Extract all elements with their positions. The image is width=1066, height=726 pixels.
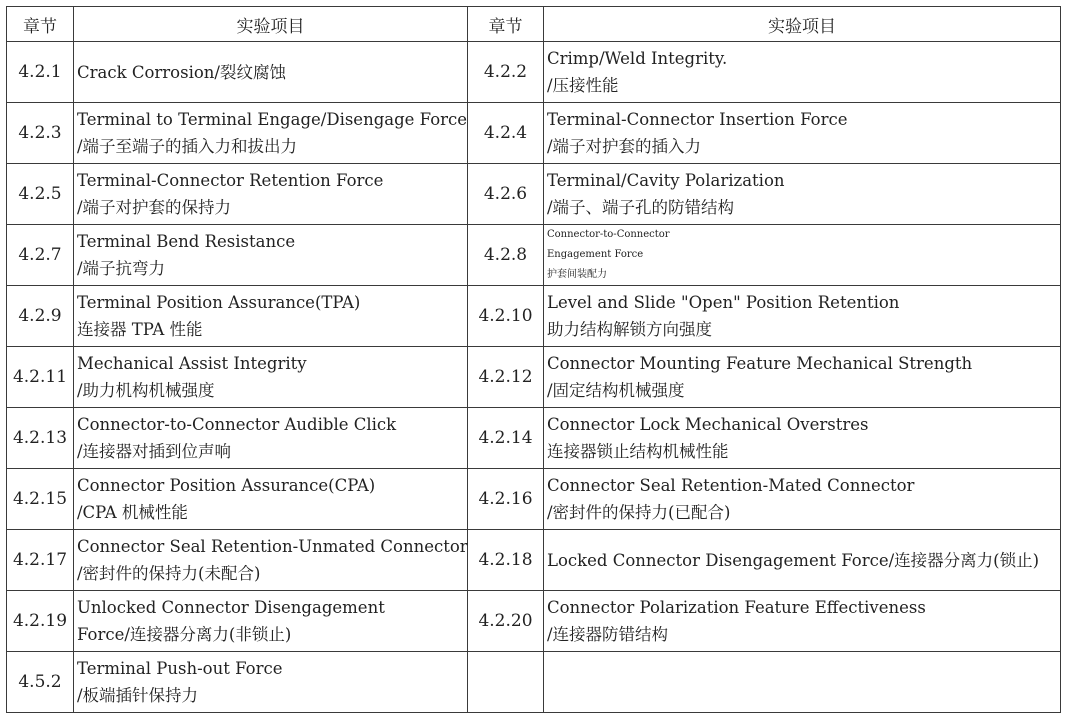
item-english-line-2: Engagement Force	[547, 249, 644, 260]
section-number: 4.2.7	[7, 225, 74, 286]
section-number: 4.2.8	[468, 225, 544, 286]
section-number: 4.2.15	[7, 469, 74, 530]
section-number: 4.5.2	[7, 652, 74, 713]
item-english: Connector Seal Retention-Unmated Connector	[77, 537, 468, 556]
test-item	[74, 103, 468, 164]
table-row	[7, 42, 1061, 103]
section-number: 4.2.12	[468, 347, 544, 408]
item-chinese: Force/连接器分离力(非锁止)	[77, 625, 292, 644]
test-item	[74, 42, 468, 103]
empty-section-cell	[468, 652, 544, 713]
header-section: 章节	[7, 7, 74, 42]
test-item	[544, 530, 1061, 591]
test-item	[544, 42, 1061, 103]
header-item-2: 实验项目	[544, 7, 1061, 42]
item-chinese: /压接性能	[547, 76, 619, 95]
empty-item-cell	[544, 652, 1061, 713]
table-row	[7, 286, 1061, 347]
item-chinese: /端子对护套的插入力	[547, 137, 702, 156]
section-number: 4.2.20	[468, 591, 544, 652]
table-row	[7, 347, 1061, 408]
item-english: Level and Slide "Open" Position Retention	[547, 293, 900, 312]
item-chinese: /连接器防错结构	[547, 625, 669, 644]
item-english: Unlocked Connector Disengagement	[77, 598, 385, 617]
test-item	[74, 530, 468, 591]
section-number: 4.2.11	[7, 347, 74, 408]
item-chinese: /端子对护套的保持力	[77, 198, 232, 217]
item-chinese: /端子抗弯力	[77, 259, 166, 278]
table-row	[7, 591, 1061, 652]
item-english: Crack Corrosion/裂纹腐蚀	[77, 62, 286, 82]
item-chinese: /密封件的保持力(已配合)	[547, 503, 731, 522]
section-number: 4.2.4	[468, 103, 544, 164]
item-english: Connector-to-Connector	[547, 229, 670, 240]
test-item	[74, 408, 468, 469]
item-chinese: /CPA 机械性能	[77, 503, 188, 522]
item-chinese: /固定结构机械强度	[547, 381, 685, 400]
item-english: Terminal Bend Resistance	[77, 232, 296, 251]
item-chinese: 助力结构解锁方向强度	[547, 320, 712, 339]
test-item	[544, 591, 1061, 652]
item-chinese: 连接器 TPA 性能	[77, 320, 203, 339]
table-row	[7, 103, 1061, 164]
test-item	[74, 286, 468, 347]
test-item	[74, 347, 468, 408]
header-section-2: 章节	[468, 7, 544, 42]
section-number: 4.2.16	[468, 469, 544, 530]
section-number: 4.2.9	[7, 286, 74, 347]
test-item	[74, 164, 468, 225]
item-english: Connector Position Assurance(CPA)	[77, 476, 376, 495]
item-chinese: /密封件的保持力(未配合)	[77, 564, 261, 583]
table-row	[7, 530, 1061, 591]
test-items-table	[6, 6, 1061, 713]
item-chinese: /端子、端子孔的防错结构	[547, 198, 735, 217]
item-english: Terminal to Terminal Engage/Disengage Force	[77, 110, 468, 129]
test-item	[544, 164, 1061, 225]
item-chinese: /端子至端子的插入力和拔出力	[77, 137, 298, 156]
test-item	[544, 286, 1061, 347]
item-chinese: 护套间装配力	[547, 269, 607, 280]
table-row	[7, 652, 1061, 713]
item-english: Connector Seal Retention-Mated Connector	[547, 476, 915, 495]
table-row	[7, 408, 1061, 469]
test-item	[74, 469, 468, 530]
test-item	[544, 347, 1061, 408]
test-item	[544, 103, 1061, 164]
test-item	[74, 225, 468, 286]
header-item: 实验项目	[74, 7, 468, 42]
test-item	[74, 591, 468, 652]
table-row	[7, 469, 1061, 530]
header-row	[7, 7, 1061, 42]
section-number: 4.2.19	[7, 591, 74, 652]
item-chinese: 连接器锁止结构机械性能	[547, 442, 729, 461]
item-english: Terminal/Cavity Polarization	[547, 171, 785, 190]
section-number: 4.2.13	[7, 408, 74, 469]
item-english: Connector Polarization Feature Effectiveness	[547, 598, 926, 617]
item-chinese: /助力机构机械强度	[77, 381, 215, 400]
item-english: Terminal-Connector Insertion Force	[547, 110, 848, 129]
table-row	[7, 164, 1061, 225]
item-english: Connector Lock Mechanical Overstres	[547, 415, 869, 434]
section-number: 4.2.14	[468, 408, 544, 469]
item-english: Terminal Position Assurance(TPA)	[77, 293, 361, 312]
section-number: 4.2.2	[468, 42, 544, 103]
section-number: 4.2.6	[468, 164, 544, 225]
item-english: Connector Mounting Feature Mechanical Strength	[547, 354, 973, 373]
item-english: Terminal-Connector Retention Force	[77, 171, 384, 190]
test-item	[544, 225, 1061, 286]
test-item	[544, 408, 1061, 469]
item-english: Mechanical Assist Integrity	[77, 354, 307, 373]
test-item	[74, 652, 468, 713]
table-row	[7, 225, 1061, 286]
section-number: 4.2.1	[7, 42, 74, 103]
section-number: 4.2.5	[7, 164, 74, 225]
item-english: Crimp/Weld Integrity.	[547, 49, 728, 68]
section-number: 4.2.17	[7, 530, 74, 591]
test-item	[544, 469, 1061, 530]
item-chinese: /连接器对插到位声响	[77, 442, 232, 461]
item-english: Connector-to-Connector Audible Click	[77, 415, 397, 434]
section-number: 4.2.18	[468, 530, 544, 591]
item-chinese: /板端插针保持力	[77, 686, 199, 705]
item-english: Locked Connector Disengagement Force/连接器分离力(锁止)	[547, 550, 1040, 570]
section-number: 4.2.10	[468, 286, 544, 347]
section-number: 4.2.3	[7, 103, 74, 164]
item-english: Terminal Push-out Force	[77, 659, 283, 678]
